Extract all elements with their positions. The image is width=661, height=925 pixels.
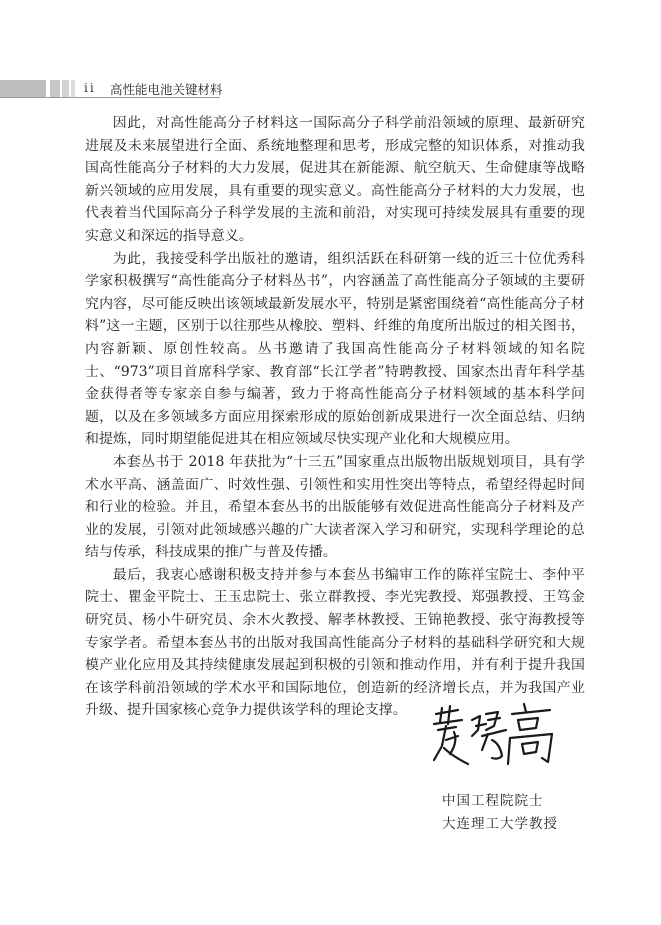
handwritten-signature <box>428 700 558 775</box>
header-decor-bar <box>50 80 60 98</box>
page-number: ii <box>84 81 96 95</box>
affiliation-academician: 中国工程院院士 <box>442 793 544 809</box>
preface-body <box>85 112 585 722</box>
paragraph: 最后，我衷心感谢积极支持并参与本套丛书编审工作的陈祥宝院士、李仲平院士、瞿金平院士、王玉忠院士、张立群教授、李光宪教授、郑强教授、王笃金研究员、杨小牛研究员、余木火教授、解孝林教授、王锦艳教授、张守海教授等专家学者。希望本套丛书的出版对我国高性能高分子材料的基础科学研究和大规模产业化应用及其持续健康发展起到积极的引领和推动作用，并有利于提升我国在该学科前沿领域的学术水平和国际地位，创造新的经济增长点，并为我国产业升级、提升国家核心竞争力提供该学科的理论支撑。 <box>85 566 585 719</box>
header-decor-bar <box>71 80 75 98</box>
paragraph: 为此，我接受科学出版社的邀请，组织活跃在科研第一线的近三十位优秀科学家积极撰写“高性能高分子材料丛书”，内容涵盖了高性能高分子领域的主要研究内容，尽可能反映出该领域最新发展水平，特别是紧密围绕着“高性能高分子材料”这一主题，区别于以往那些从橡胶、塑料、纤维的角度所出版过的相关图书，内容新颖、原创性较高。丛书邀请了我国高性能高分子材料领域的知名院士、“973”项目首席科学家、教育部“长江学者”特聘教授、国家杰出青年科学基金获得者等专家亲自参与编著，致力于将高性能高分子材料领域的基本科学问题，以及在多领域多方面应用探索形成的原始创新成果进行一次全面总结、归纳和提炼，同时期望能促进其在相应领域尽快实现产业化和大规模应用。 <box>85 250 585 448</box>
header-decor-bar <box>0 80 46 98</box>
book-title: 高性能电池关键材料 <box>110 82 223 97</box>
paragraph: 因此，对高性能高分子材料这一国际高分子科学前沿领域的原理、最新研究进展及未来展望进行全面、系统地整理和思考，形成完整的知识体系，对推动我国高性能高分子材料的大力发展，促进其在新能源、航空航天、生命健康等战略新兴领域的应用发展，具有重要的现实意义。高性能高分子材料的大力发展，也代表着当代国际高分子科学发展的主流和前沿，对实现可持续发展具有重要的现实意义和深远的指导意义。 <box>85 115 585 244</box>
affiliation-professor: 大连理工大学教授 <box>442 816 558 832</box>
running-header <box>0 80 661 100</box>
paragraph: 本套丛书于 2018 年获批为“十三五”国家重点出版物出版规划项目，具有学术水平高、涵盖面广、时效性强、引领性和实用性突出等特点，希望经得起时间和行业的检验。并且，希望本套丛书的出版能够有效促进高性能高分子材料及产业的发展，引领对此领域感兴趣的广大读者深入学习和研究，实现科学理论的总结与传承，科技成果的推广与普及传播。 <box>85 453 585 561</box>
header-decor-bar <box>62 80 69 98</box>
